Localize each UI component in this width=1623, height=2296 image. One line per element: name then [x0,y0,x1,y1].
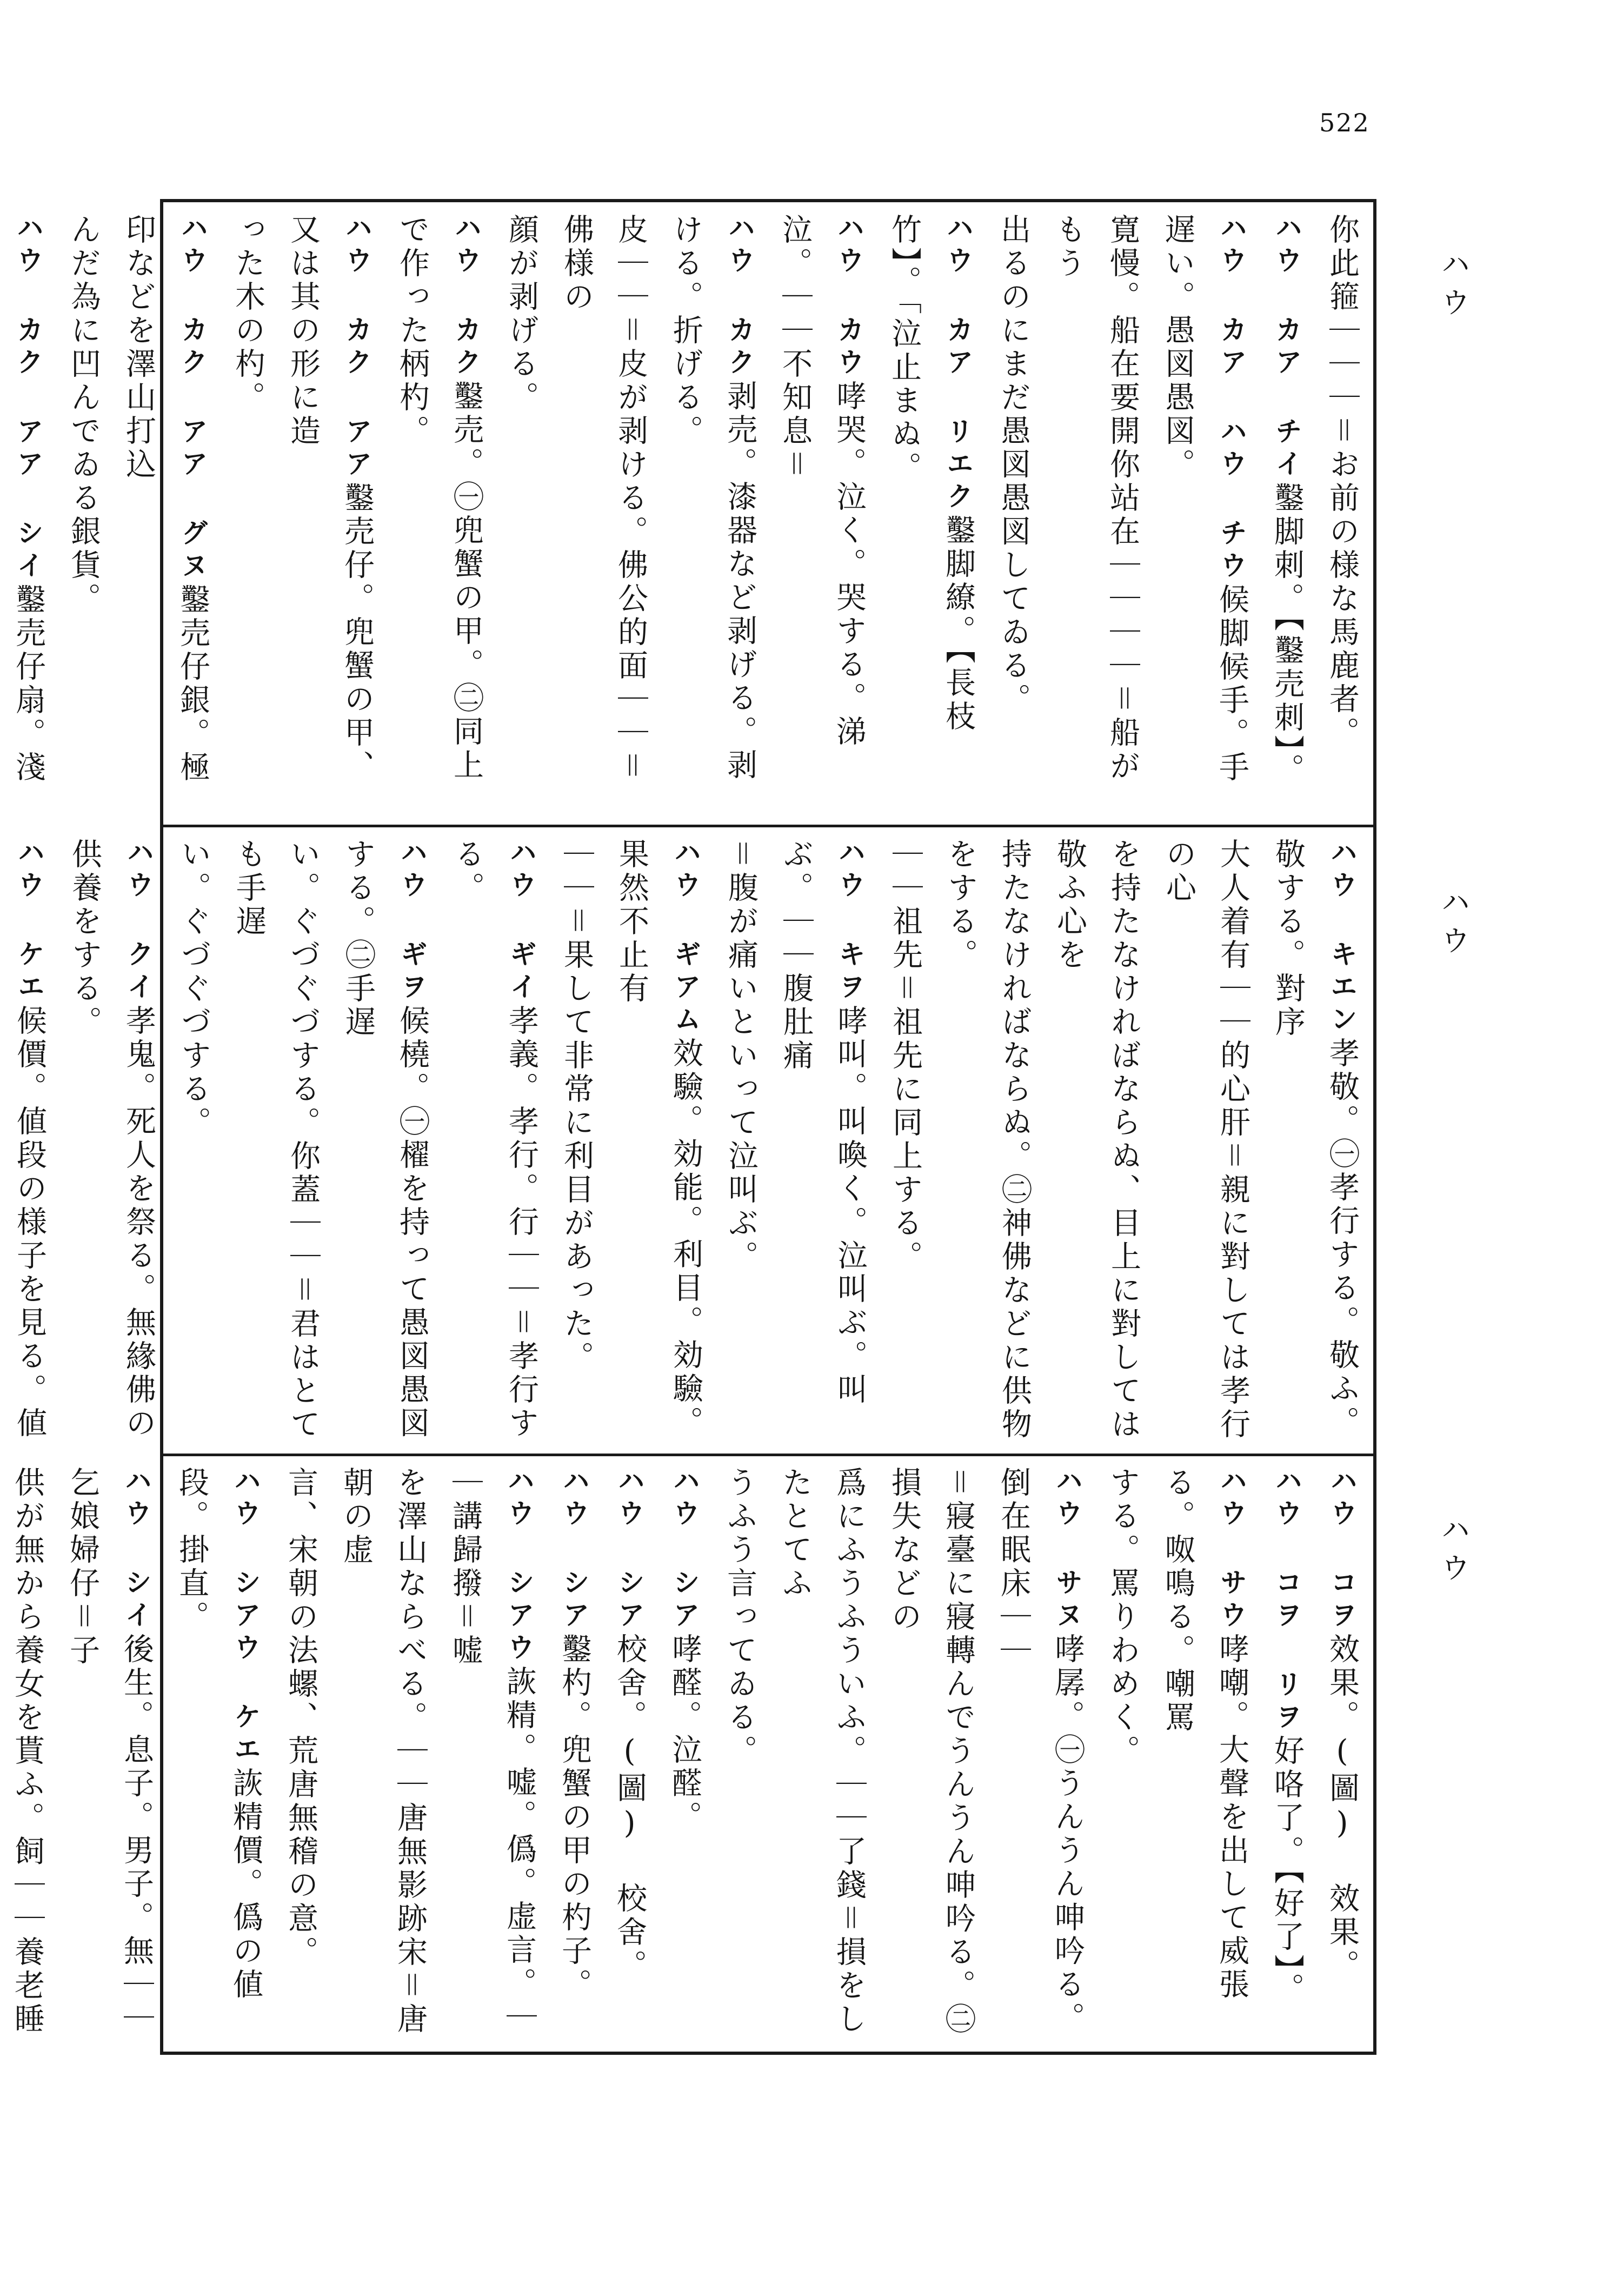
entry-text: 你此箍｜｜｜＝お前の様な馬鹿者。 [1325,214,1360,750]
entry-headword: ハウ ギイ [505,838,537,1005]
entry-text: 供が無から養女を貰ふ。飼｜｜養老睡 [10,1466,45,2036]
section-divider-1 [160,825,1376,827]
entry-headword: ハウ シイ [121,1466,152,1633]
entry-headword: ハウ カク [724,214,755,380]
dictionary-entry [385,214,493,814]
entry-text: 鑿杓。兜蟹の甲の杓子。 [557,1633,592,2002]
entry-headword: ハウ シアウ ケエ [230,1466,261,1767]
entry-text: 剥売。漆器など剥げる。剥ける。折げる。 [668,214,757,782]
dictionary-entry [438,1466,546,2045]
dictionary-entry [549,838,603,1444]
entry-text: 效果。(圖) 效果。 [1325,1633,1360,1983]
entry-headword: ハウ キエン [1326,838,1358,1037]
entry-headword: ハウ クイ [123,838,154,1005]
dictionary-entry [1041,214,1149,814]
entry-headword: ハウ シア [669,1466,700,1633]
entry-text: 哮醛。泣醛。 [667,1633,702,1834]
entry-headword: ハウ カク [450,214,482,380]
entry-text: を持たなければならぬ、目上に對しては敬ふ心を [1052,838,1141,1442]
entry-text: んだ為に凹んでゐる銀貨。 [66,214,101,616]
entry-headword: ハウ コヲ リヲ [1271,1466,1302,1735]
dictionary-entry [0,214,55,814]
entry-text: うふう言ってゐる。 [722,1466,757,1768]
dictionary-entry [1042,838,1150,1444]
dictionary-entry [440,838,548,1444]
dictionary-entry [1150,214,1259,814]
entry-text: 大人着有｜｜的心肝＝親に對しては孝行の心 [1161,838,1250,1442]
entry-text: 詼精。嘘。僞。虚言。｜｜講歸撥＝嘘 [448,1466,537,2034]
dictionary-entry [769,838,877,1444]
dictionary-entry [1315,1466,1369,2045]
entry-headword: ハウ カク アア シイ [12,214,44,583]
entry-text: い。ぐづぐづする。你蓋｜｜＝君はとても手遅 [231,838,321,1442]
entry-text: い。ぐづぐづする。 [176,838,211,1140]
section-divider-2 [160,1454,1376,1456]
dictionary-entry [657,1466,711,2045]
entry-headword: ハウ ギアム [670,838,701,1037]
entry-headword: ハウ シア [558,1466,590,1633]
section-bottom [10,1466,1369,2045]
dictionary-entry [1315,214,1369,814]
entry-text: 孝敬。㊀孝行する。敬ふ。敬する。對序 [1271,838,1360,1439]
entry-headword: ハウ カア チイ [1271,214,1302,482]
entry-text: 詼精價。僞の値段。掛直。 [174,1466,263,2002]
running-head-1: ハ ウ [1436,249,1471,317]
entry-text: する。罵りわめく。 [1105,1466,1140,1768]
entry-headword: ハウ ケエ [14,838,45,1005]
entry-text: 顔が剥げる。 [504,214,539,415]
dictionary-entry [1095,1466,1149,2045]
dictionary-entry [602,1466,656,2045]
dictionary-entry [164,1466,272,2045]
entry-text: 好咯了。【好了】。 [1269,1735,1305,2006]
dictionary-entry [1261,838,1369,1444]
dictionary-entry [549,214,657,814]
dictionary-entry [1260,1466,1314,2045]
dictionary-entry [658,214,767,814]
entry-text: 鑿脚刺。【鑿売刺】。 [1269,482,1305,787]
entry-text: 鑿売仔銀。極印などを澤山打込 [121,214,210,785]
dictionary-entry [222,838,330,1444]
dictionary-entry [714,838,768,1444]
entry-text: 哮孱。㊀うんうん呻吟る。倒在眠床｜｜ [996,1466,1085,2035]
dictionary-entry [877,1466,985,2045]
dictionary-entry [274,1466,328,2045]
entry-text: 候橈。㊀櫂を持って愚図愚図する。㊁手遅 [341,838,430,1441]
dictionary-entry [221,214,275,814]
entry-headword: ハウ カア ハウ チウ [1216,214,1247,583]
entry-text: 後生。息子。男子。無｜｜乞娘婦仔＝子 [65,1466,154,2035]
entry-text: ｜｜＝果して非常に利目があった。 [559,838,594,1375]
entry-headword: ハウ カウ [833,214,864,380]
entry-text: 哮哭。泣く。哭する。涕泣。｜｜不知息＝ [777,214,867,749]
entry-headword: ハウ サウ [1216,1466,1247,1633]
dictionary-entry [494,214,548,814]
entry-text: 言、宋朝の法螺、荒唐無稽の意。 [283,1466,318,1969]
entry-text: 候脚候手。手遅い。愚図愚図。 [1160,214,1249,785]
dictionary-entry [1150,1466,1259,2045]
section-middle [12,838,1369,1444]
entry-text: を澤山ならべる。｜｜唐無影跡宋＝唐朝の虚 [338,1466,428,2036]
dictionary-entry [1260,214,1314,814]
entry-headword: ハウ ギヲ [396,838,428,1005]
dictionary-entry [111,214,219,814]
dictionary-entry [0,838,56,1444]
dictionary-entry [986,1466,1094,2045]
dictionary-entry [55,1466,163,2045]
entry-headword: ハウ シアウ [503,1466,535,1665]
entry-text: 鑿売仔。兜蟹の甲、又は其の形に造 [285,214,375,784]
page-number: 522 [1319,108,1370,137]
dictionary-entry [933,838,1041,1444]
dictionary-entry [167,838,221,1444]
dictionary-entry [713,1466,767,2045]
entry-headword: ハウ コヲ [1326,1466,1358,1633]
dictionary-entry [768,1466,876,2045]
entry-text: 寛慢。船在要開你站在｜｜｜｜＝船がもう [1051,214,1140,784]
entry-text: 鑿売仔扇。淺 [11,583,46,785]
entry-headword: ハウ カア リエク [942,214,974,514]
entry-headword: ハウ シア [614,1466,645,1633]
dictionary-entry [329,1466,437,2045]
entry-text: 皮｜｜＝皮が剥ける。佛公的面｜｜＝佛様の [559,214,648,784]
dictionary-entry [768,214,876,814]
entry-headword: ハウ キヲ [834,838,866,1005]
entry-text: 效驗。効能。利目。効驗。果然不止有 [614,838,703,1439]
dictionary-entry [331,838,439,1444]
entry-text: 孝義。孝行。行｜｜＝孝行する。 [450,838,539,1441]
entry-text: 出るのにまだ愚図愚図してゐる。 [996,214,1031,716]
entry-headword: ハウ サヌ [1052,1466,1083,1633]
dictionary-entry [0,1466,54,2045]
running-head-3: ハ ウ [1436,1514,1471,1582]
entry-text: ｜｜祖先＝祖先に同上する。 [888,838,923,1274]
dictionary-entry [547,1466,601,2045]
dictionary-entry [56,214,110,814]
entry-text: 鑿脚繚。【長枝竹】。「泣止まぬ。 [887,214,976,734]
entry-headword: ハウ カク アア [341,214,373,482]
dictionary-entry [877,214,985,814]
entry-text: 哮嘲。大聲を出して威張る。呶鳴る。嘲罵 [1160,1466,1249,2002]
dictionary-entry [878,838,932,1444]
entry-text: 校舍。(圖) 校舍。 [612,1633,647,1983]
entry-text: ＝寢臺に寢轉んでうんうん呻吟る。㊁損失などの [887,1466,976,2036]
dictionary-entry [986,214,1040,814]
entry-text: ＝腹が痛いといって泣叫ぶ。 [723,838,759,1274]
entry-text: 孝鬼。死人を祭る。無緣佛の供養をする。 [67,838,156,1441]
entry-text: 持たなければならぬ。㊁神佛などに供物をする。 [943,838,1032,1442]
entry-text: 哮叫。叫喚く。泣叫ぶ。叫ぶ。｜｜腹肚痛 [779,838,868,1407]
dictionary-entry [604,838,713,1444]
dictionary-entry [276,214,384,814]
dictionary-entry [57,838,165,1444]
dictionary-entry [1152,838,1260,1444]
running-head-2: ハ ウ [1436,887,1471,955]
entry-text: った木の杓。 [230,214,265,415]
entry-headword: ハウ カク アア グヌ [177,214,208,583]
section-top [11,214,1369,814]
entry-text: 爲にふうふういふ。｜｜了錢＝損をしたとてふ [777,1466,867,2036]
entry-text: 鑿売。㊀兜蟹の甲。㊁同上で作った柄杓。 [395,214,484,782]
entry-text: 候價。値段の様子を見る。値 [12,1005,47,1441]
